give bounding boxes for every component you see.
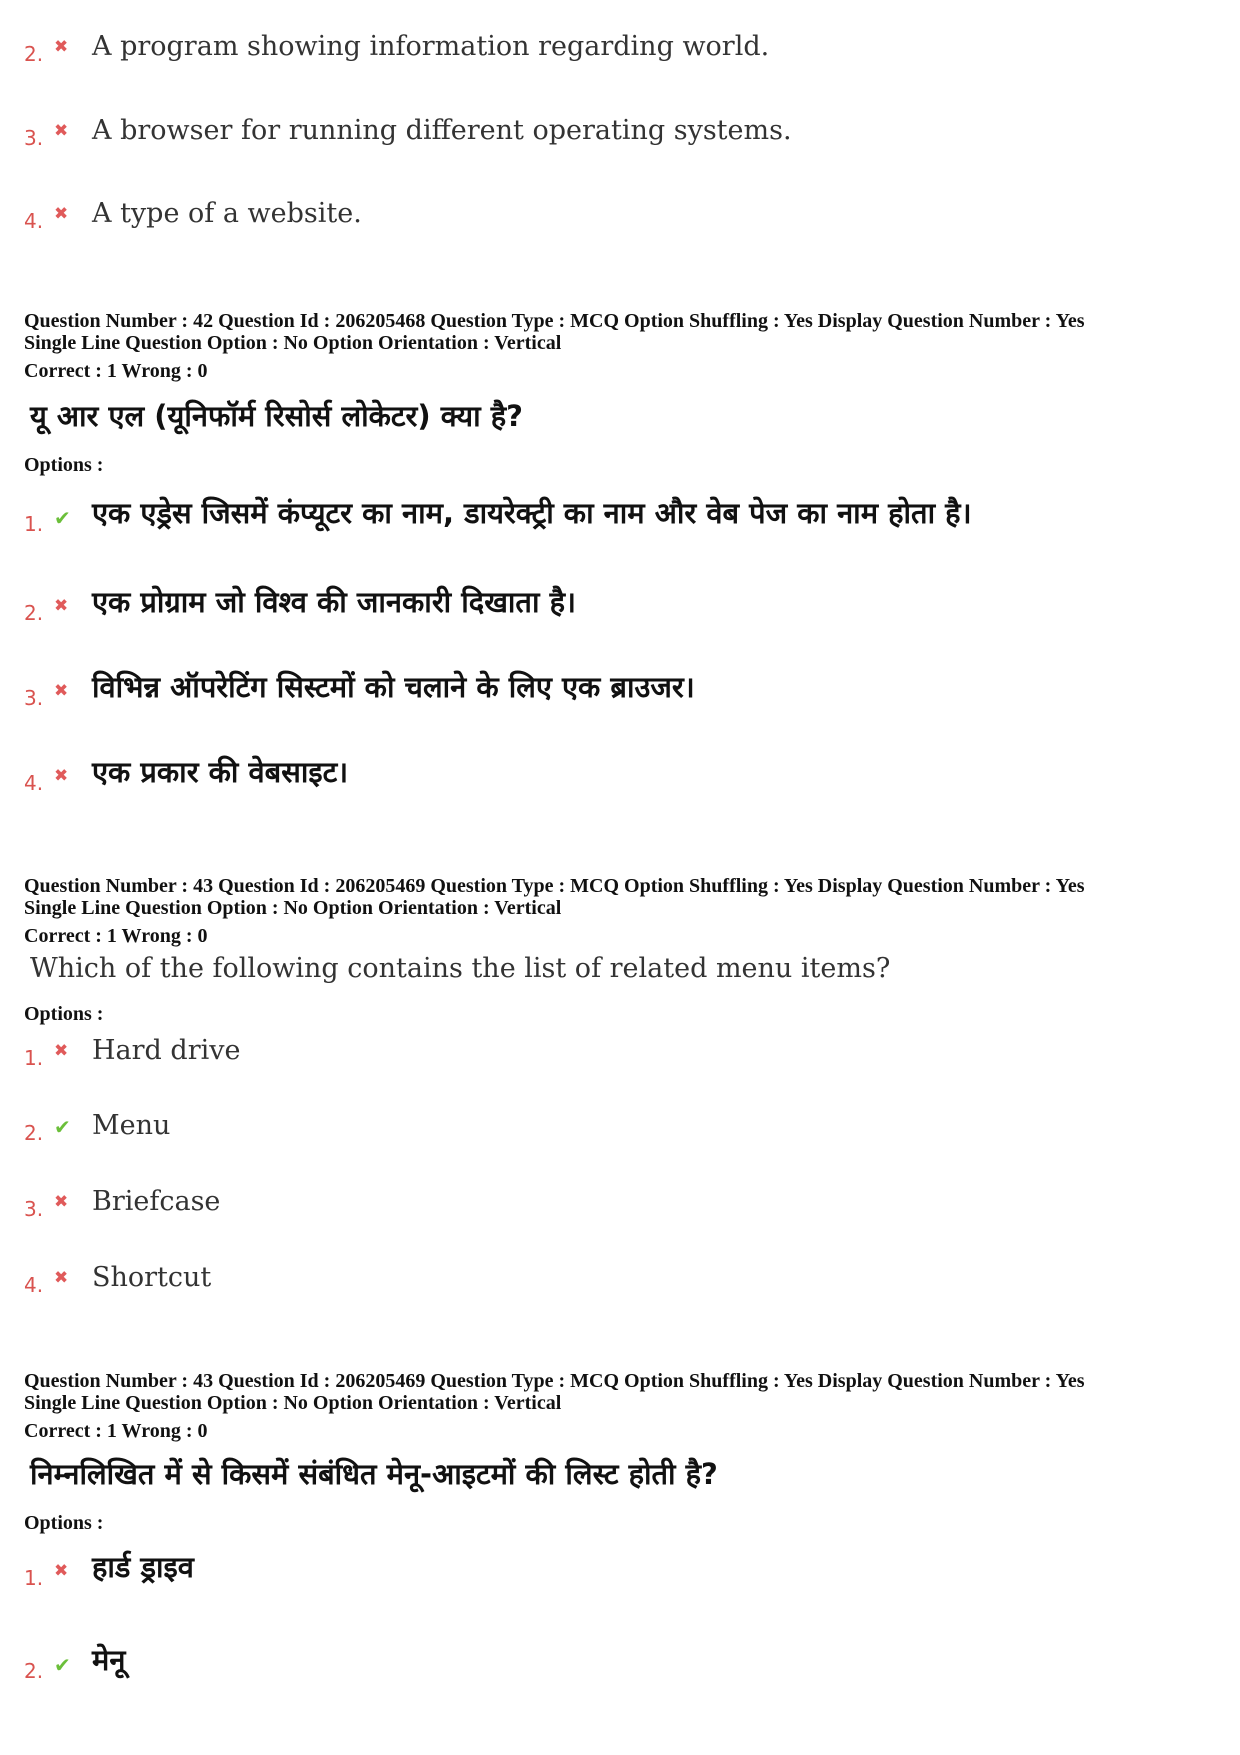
option-number: 2. bbox=[24, 1659, 44, 1683]
option-text: A type of a website. bbox=[92, 198, 362, 229]
option-number: 3. bbox=[24, 126, 44, 150]
question-meta-line3: Correct : 1 Wrong : 0 bbox=[24, 360, 208, 382]
cross-icon: ✖ bbox=[54, 37, 69, 57]
question-meta-line3: Correct : 1 Wrong : 0 bbox=[24, 925, 208, 947]
option-number: 2. bbox=[24, 601, 44, 625]
question-text: यू आर एल (यूनिफॉर्म रिसोर्स लोकेटर) क्या है? bbox=[30, 399, 523, 433]
question-text: निम्नलिखित में से किसमें संबंधित मेनू-आइटमों की लिस्ट होती है? bbox=[30, 1457, 718, 1491]
cross-icon: ✖ bbox=[54, 1561, 69, 1581]
option-number: 1. bbox=[24, 1566, 44, 1590]
question-meta-line2: Single Line Question Option : No Option Orientation : Vertical bbox=[24, 332, 562, 354]
option-text: Briefcase bbox=[92, 1186, 221, 1217]
option-text: विभिन्न ऑपरेटिंग सिस्टमों को चलाने के लिए एक ब्राउजर। bbox=[92, 670, 695, 704]
option-text: हार्ड ड्राइव bbox=[92, 1550, 194, 1584]
options-label: Options : bbox=[24, 1512, 104, 1534]
option-text: एक प्रोग्राम जो विश्व की जानकारी दिखाता है। bbox=[92, 585, 576, 619]
question-meta-line2: Single Line Question Option : No Option Orientation : Vertical bbox=[24, 897, 562, 919]
question-text: Which of the following contains the list of related menu items? bbox=[30, 953, 891, 984]
check-icon: ✔ bbox=[54, 1115, 71, 1139]
option-number: 3. bbox=[24, 1197, 44, 1221]
cross-icon: ✖ bbox=[54, 1192, 69, 1212]
option-text: एक प्रकार की वेबसाइट। bbox=[92, 755, 349, 789]
option-text: Menu bbox=[92, 1110, 171, 1141]
question-meta-line1: Question Number : 43 Question Id : 206205469 Question Type : MCQ Option Shuffling : Yes Display Question Number : Yes bbox=[24, 875, 1085, 897]
check-icon: ✔ bbox=[54, 506, 71, 530]
option-number: 4. bbox=[24, 1273, 44, 1297]
cross-icon: ✖ bbox=[54, 1268, 69, 1288]
question-meta-line2: Single Line Question Option : No Option Orientation : Vertical bbox=[24, 1392, 562, 1414]
cross-icon: ✖ bbox=[54, 1041, 69, 1061]
option-text: A browser for running different operating systems. bbox=[92, 115, 792, 146]
option-number: 1. bbox=[24, 1046, 44, 1070]
check-icon: ✔ bbox=[54, 1653, 71, 1677]
cross-icon: ✖ bbox=[54, 681, 69, 701]
option-number: 2. bbox=[24, 1121, 44, 1145]
question-meta-line1: Question Number : 43 Question Id : 206205469 Question Type : MCQ Option Shuffling : Yes Display Question Number : Yes bbox=[24, 1370, 1085, 1392]
option-number: 2. bbox=[24, 42, 44, 66]
cross-icon: ✖ bbox=[54, 204, 69, 224]
option-number: 3. bbox=[24, 686, 44, 710]
option-number: 4. bbox=[24, 771, 44, 795]
option-text: मेनू bbox=[92, 1643, 126, 1677]
question-meta-line1: Question Number : 42 Question Id : 206205468 Question Type : MCQ Option Shuffling : Yes Display Question Number : Yes bbox=[24, 310, 1085, 332]
option-text: एक एड्रेस जिसमें कंप्यूटर का नाम, डायरेक्ट्री का नाम और वेब पेज का नाम होता है। bbox=[92, 496, 972, 530]
options-label: Options : bbox=[24, 1003, 104, 1025]
question-meta-line3: Correct : 1 Wrong : 0 bbox=[24, 1420, 208, 1442]
option-text: Hard drive bbox=[92, 1035, 241, 1066]
options-label: Options : bbox=[24, 454, 104, 476]
option-text: Shortcut bbox=[92, 1262, 212, 1293]
option-text: A program showing information regarding world. bbox=[92, 31, 770, 62]
cross-icon: ✖ bbox=[54, 121, 69, 141]
option-number: 1. bbox=[24, 512, 44, 536]
option-number: 4. bbox=[24, 209, 44, 233]
cross-icon: ✖ bbox=[54, 596, 69, 616]
cross-icon: ✖ bbox=[54, 766, 69, 786]
